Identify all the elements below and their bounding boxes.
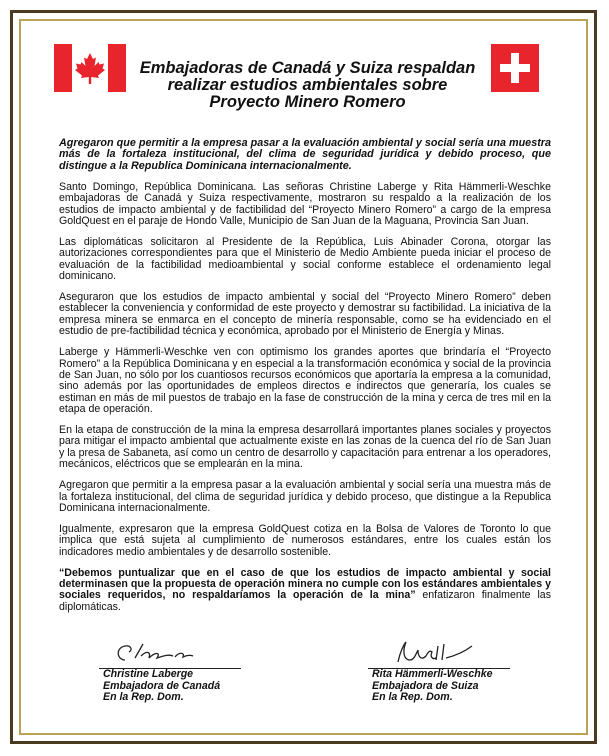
headline-line-3: Proyecto Minero Romero <box>209 93 406 111</box>
paragraph-institutional: Agregaron que permitir a la empresa pasar a la evaluación ambiental y social sería una muestra más de la fortaleza institucional, del clima de seguridad jurídica y debido proceso, que distingue a la Republica Dominicana internacionalmente. <box>59 479 551 514</box>
signer-location-left: En la Rep. Dom. <box>103 691 184 703</box>
signature-scribble-laberge <box>95 638 245 668</box>
article-body <box>59 138 551 623</box>
paragraph-intro: Santo Domingo, República Dominicana. Las señoras Christine Laberge y Rita Hämmerli-Weschke embajadoras de Canadá y Suiza respectivamente, mostraron su respaldo a la realización de los estudios de impacto ambiental y de factibilidad del “Proyecto Minero Romero” a cargo de la empresa GoldQuest en el paraje de Hondo Valle, Municipio de San Juan de la Maguana, Provincia San Juan. <box>59 180 551 227</box>
signature-scribble-hammerli <box>364 638 514 668</box>
signature-caption-right <box>372 669 524 704</box>
headline <box>130 60 485 111</box>
signer-name-left: Christine Laberge <box>103 668 194 680</box>
signature-caption-left <box>103 669 255 704</box>
headline-line-2: realizar estudios ambientales sobre <box>167 76 448 94</box>
paragraph-optimism: Laberge y Hämmerli-Weschke ven con optimismo los grandes aportes que brindaría el “Proyecto Romero” a la República Dominicana y en especial a la transformación económica y social de la provincia de San Juan, no sólo por los cuantiosos recursos económicos que aportaría la empresa a la comunidad, sino además por las oportunidades de empleos directos e indirectos que generaría, los cuales se estiman en más de mil puestos de trabajo en la fase de construcción de la mina y cerca de tres mil en la etapa de operación. <box>59 346 551 416</box>
paragraph-construction: En la etapa de construcción de la mina la empresa desarrollará importantes planes sociales y proyectos para mitigar el impacto ambiental que actualmente existe en las zonas de la cuenca del río de San Juan y la presa de Sabaneta, así como un centro de desarrollo y capacitación para entrenar a los operadores, mecánicos, eléctricos que se emplearán en la mina. <box>59 424 551 471</box>
quote-paragraph <box>59 568 551 614</box>
paragraph-toronto: Igualmente, expresaron que la empresa GoldQuest cotiza en la Bolsa de Valores de Toronto lo que implica que está sujeta al cumplimiento de numerosos estándares, entre los cuales están los indicadores medio ambientales y de desarrollo sostenible. <box>59 522 551 558</box>
paragraph-studies: Aseguraron que los estudios de impacto ambiental y social del “Proyecto Minero Romero” deben establecer la conveniencia y conformidad de este proyecto y demostrar su factibilidad. La iniciativa de la empresa minera se enmarca en el concepto de minería responsable, como se ha evidenciado en el estudio de pre-factibilidad técnica y económica, aprobado por el Ministerio de Energía y Minas. <box>59 290 551 338</box>
swiss-flag-icon <box>491 44 539 92</box>
quote-text: “Debemos puntualizar que en el caso de que los estudios de impacto ambiental y social determinasen que la propuesta de operación minera no cumple con los estándares ambientales y sociales requeridos, no respaldaríamos la operación de la mina” <box>59 566 551 602</box>
signer-title-right: Embajadora de Suiza <box>372 679 479 692</box>
headline-line-1: Embajadoras de Canadá y Suiza respaldan <box>139 59 476 77</box>
signer-title-left: Embajadora de Canadá <box>103 679 221 692</box>
signer-location-right: En la Rep. Dom. <box>372 691 453 703</box>
signature-block-canada <box>95 638 255 704</box>
quote-attribution: enfatizaron finalmente las diplomáticas. <box>59 589 551 613</box>
signer-name-right: Rita Hämmerli-Weschke <box>372 668 493 680</box>
signature-block-switzerland <box>364 638 524 704</box>
paragraph-request: Las diplomáticas solicitaron al Presidente de la República, Luis Abinader Corona, otorgar las autorizaciones correspondientes para que el Ministerio de Medio Ambiente pueda iniciar el proceso de evaluación de la factibilidad medioambiental y social conforme establece el ordenamiento legal dominicano. <box>59 235 551 283</box>
canada-flag-icon <box>54 44 126 92</box>
lead-paragraph: Agregaron que permitir a la empresa pasar a la evaluación ambiental y social sería una muestra más de la fortaleza institucional, del clima de seguridad jurídica y debido proceso, que distingue a la Republica Dominicana internacionalmente. <box>59 137 551 172</box>
